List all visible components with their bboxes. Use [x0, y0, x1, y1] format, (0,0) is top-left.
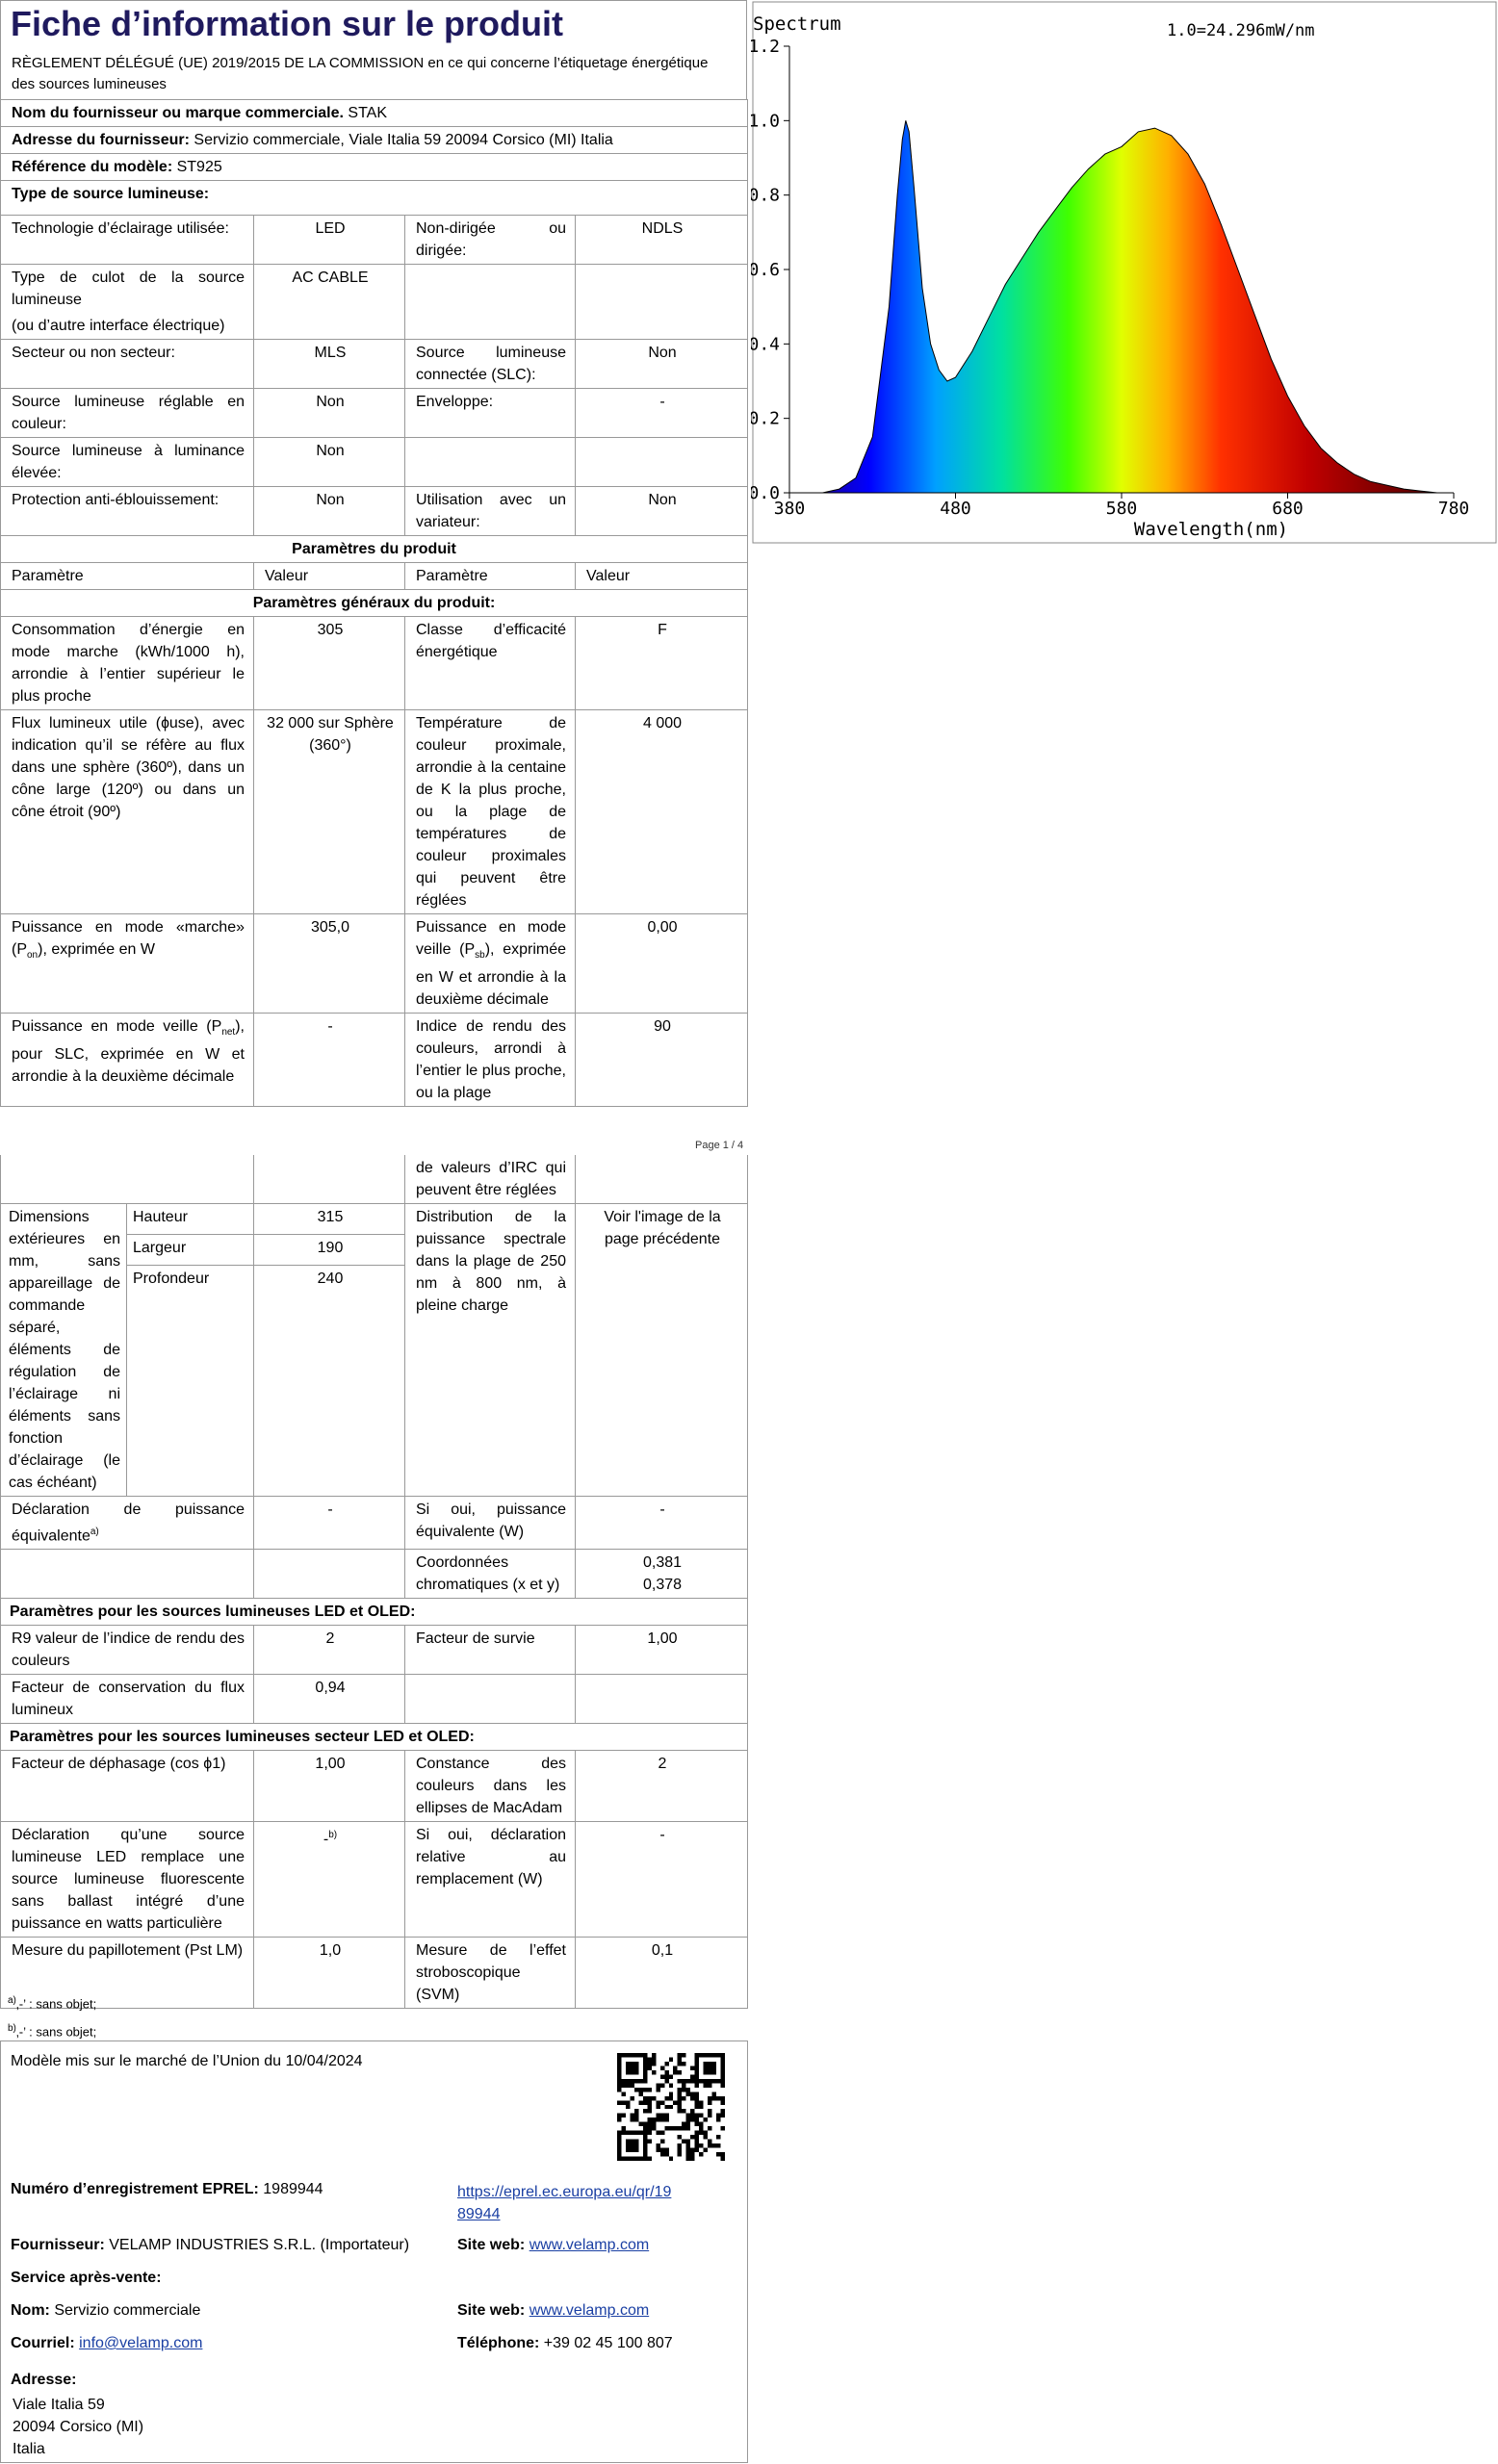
params-header: Paramètres du produit [1, 536, 748, 563]
table-row [1, 617, 748, 710]
table-row [1, 265, 748, 340]
table-row [1, 487, 748, 536]
spectrum-svg [751, 0, 1498, 545]
label-subscript: net [221, 1027, 236, 1039]
y-tick-label: 0.2 [751, 408, 780, 429]
x-tick-label: 680 [1272, 499, 1304, 519]
address-row [1, 127, 748, 154]
table-row [1, 1626, 748, 1675]
phone-label: Téléphone: [457, 2335, 540, 2351]
param-value: Non [254, 438, 405, 487]
param-value: 1,00 [576, 1626, 748, 1675]
market-date: Modèle mis sur le marché de l’Union du 10/04/2024 [11, 2053, 363, 2069]
param-label: Protection anti-éblouissement: [1, 487, 254, 536]
contact-name-row [11, 2302, 200, 2320]
param-label: Consommation d’énergie en mode marche (kWh/1000 h), arrondie à l’entier supérieur le plus proche [1, 617, 254, 710]
param-label: Déclaration qu’une source lumineuse LED remplace une source lumineuse fluorescente sans ballast intégré d’une puissance en watts particulière [1, 1822, 254, 1938]
empty-cell [576, 1155, 748, 1204]
lamp-cap-label: Type de culot de la source lumineuse [12, 270, 245, 308]
param-label: de valeurs d’IRC qui peuvent être réglées [405, 1155, 576, 1204]
param-value: 90 [576, 1014, 748, 1107]
label-subscript: on [27, 950, 39, 962]
address-value: Servizio commerciale, Viale Italia 59 20094 Corsico (MI) Italia [194, 132, 613, 148]
product-sheet-page1 [0, 0, 747, 1107]
column-header-row [1, 563, 748, 590]
eprel-link-block [457, 2181, 671, 2225]
param-label [405, 914, 576, 1014]
empty-cell [1, 1550, 254, 1599]
info-table [0, 99, 748, 1107]
dimension-label: Largeur [127, 1235, 254, 1266]
table-row [1, 1155, 748, 1204]
address-footer-lines [13, 2394, 143, 2460]
x-tick-label: 480 [940, 499, 971, 519]
param-label: Secteur ou non secteur: [1, 340, 254, 389]
param-label [1, 1014, 254, 1107]
address-footer-label: Adresse: [11, 2372, 77, 2388]
param-value: - [576, 389, 748, 438]
param-value: 305 [254, 617, 405, 710]
y-tick-label: 1.0 [751, 111, 780, 132]
site-row-1 [457, 2237, 649, 2254]
empty-cell [1, 1155, 254, 1204]
eprel-footer [0, 2040, 748, 2463]
address-line: Viale Italia 59 [13, 2397, 105, 2413]
contact-name-label: Nom: [11, 2302, 50, 2319]
param-value: 2 [576, 1751, 748, 1822]
site-link[interactable]: www.velamp.com [529, 2302, 650, 2319]
footnote-text: -’ : sans objet; [18, 1996, 97, 2012]
product-sheet-page2 [0, 1155, 747, 2012]
param-value: 0,94 [254, 1675, 405, 1724]
mains-header: Paramètres pour les sources lumineuses secteur LED et OLED: [1, 1724, 748, 1751]
param-value [254, 1822, 405, 1938]
label-part: ), exprimée en W et arrondie à la deuxième décimale [416, 941, 566, 1009]
email-label: Courriel: [11, 2335, 75, 2351]
lamp-cap-label-continued: (ou d’autre interface électrique) [12, 318, 225, 334]
qr-code-icon [617, 2053, 725, 2161]
label-part: ), pour SLC, exprimée en W et arrondie à la deuxième décimale [12, 1018, 245, 1086]
param-value: Non [576, 340, 748, 389]
footnote-ref: a) [90, 1527, 99, 1537]
address-label: Adresse du fournisseur: [12, 132, 190, 148]
footnote-mark: a) [8, 1995, 16, 2006]
param-value: Non [576, 487, 748, 536]
chroma-y: 0,378 [642, 1577, 683, 1594]
dimension-label: Profondeur [127, 1266, 254, 1497]
param-label: Source lumineuse à luminance élevée: [1, 438, 254, 487]
param-value: - [254, 1497, 405, 1550]
table-row [1, 340, 748, 389]
title-block [0, 0, 747, 99]
param-value: Non [254, 389, 405, 438]
eprel-label: Numéro d’enregistrement EPREL: [11, 2181, 259, 2197]
param-value: - [254, 1014, 405, 1107]
page-number: Page 1 / 4 [695, 1140, 744, 1151]
dimension-value: 240 [254, 1266, 405, 1497]
param-value: - [576, 1822, 748, 1938]
regulation-text: RÈGLEMENT DÉLÉGUÉ (UE) 2019/2015 DE LA COMMISSION en ce qui concerne l’étiquetage énergétique des sources lumineuses [12, 55, 709, 92]
spectrum-chart [751, 0, 1498, 545]
label-part: Puissance en mode veille (P [416, 919, 566, 958]
param-value: Voir l'image de la page précédente [576, 1204, 748, 1497]
param-label: Si oui, déclaration relative au remplacement (W) [405, 1822, 576, 1938]
param-label: R9 valeur de l’indice de rendu des couleurs [1, 1626, 254, 1675]
param-value: 1,00 [254, 1751, 405, 1822]
param-label: Mesure de l’effet stroboscopique (SVM) [405, 1938, 576, 2009]
footnote: $^{a)}$‚-’ : sans objet; [8, 1995, 97, 2012]
param-label: Si oui, puissance équivalente (W) [405, 1497, 576, 1550]
param-value: 0,1 [576, 1938, 748, 2009]
type-header: Type de source lumineuse: [1, 181, 748, 216]
supplier-footer-row [11, 2237, 409, 2254]
param-label: Utilisation avec un variateur: [405, 487, 576, 536]
continued-table [0, 1155, 748, 2012]
param-value: 32 000 sur Sphère (360°) [254, 710, 405, 914]
param-value: NDLS [576, 216, 748, 265]
label-part: ), exprimée en W [38, 941, 155, 958]
param-label: Constance des couleurs dans les ellipses de MacAdam [405, 1751, 576, 1822]
param-value: 2 [254, 1626, 405, 1675]
table-row [1, 1938, 748, 2009]
table-row [1, 216, 748, 265]
y-tick-label: 0.8 [751, 185, 780, 206]
email-row [11, 2335, 202, 2352]
param-value: Non [254, 487, 405, 536]
param-label [1, 265, 254, 340]
x-tick-label: 380 [773, 499, 806, 519]
model-label: Référence du modèle: [12, 159, 173, 175]
value-part: - [323, 1831, 329, 1848]
param-label: Source lumineuse connectée (SLC): [405, 340, 576, 389]
eprel-link-part2[interactable]: 89944 [457, 2206, 501, 2222]
supplier-label: Nom du fournisseur ou marque commerciale. [12, 105, 344, 121]
site-label: Site web: [457, 2302, 526, 2319]
supplier-footer-label: Fournisseur: [11, 2237, 105, 2253]
table-row [1, 1014, 748, 1107]
param-value: 4 000 [576, 710, 748, 914]
dimension-label: Hauteur [127, 1204, 254, 1235]
param-label: Indice de rendu des couleurs, arrondi à l’entier le plus proche, ou la plage [405, 1014, 576, 1107]
empty-cell [405, 265, 576, 340]
footnote-mark: b) [8, 2023, 16, 2035]
param-label: Source lumineuse réglable en couleur: [1, 389, 254, 438]
param-label [1, 1497, 254, 1550]
x-tick-label: 580 [1105, 499, 1138, 519]
empty-cell [405, 438, 576, 487]
param-label: Technologie d’éclairage utilisée: [1, 216, 254, 265]
service-label: Service après-vente: [11, 2270, 162, 2286]
chart-title: Spectrum [753, 13, 841, 35]
site-link[interactable]: www.velamp.com [529, 2237, 650, 2253]
y-tick-label: 0.0 [751, 483, 780, 503]
site-row-2 [457, 2302, 649, 2320]
column-header: Paramètre [1, 563, 254, 590]
eprel-link-part1[interactable]: https://eprel.ec.europa.eu/qr/19 [457, 2184, 672, 2200]
param-value: 305,0 [254, 914, 405, 1014]
footnote-text: -’ : sans objet; [18, 2024, 97, 2040]
param-label: Facteur de conservation du flux lumineux [1, 1675, 254, 1724]
table-row [1, 438, 748, 487]
empty-cell [254, 1155, 405, 1204]
chart-annotation: 1.0=24.296mW/nm [1167, 21, 1315, 40]
table-row [1, 1822, 748, 1938]
supplier-value: STAK [348, 105, 388, 121]
empty-cell [576, 438, 748, 487]
supplier-footer-value: VELAMP INDUSTRIES S.R.L. (Importateur) [109, 2237, 410, 2253]
chroma-x: 0,381 [642, 1554, 683, 1572]
table-row [1, 1675, 748, 1724]
param-value: AC CABLE [254, 265, 405, 340]
table-row [1, 1204, 748, 1235]
table-row [1, 1497, 748, 1550]
page-title: Fiche d’information sur le produit [11, 4, 564, 43]
label-part: Puissance en mode «marche» (P [12, 919, 245, 958]
dimension-value: 190 [254, 1235, 405, 1266]
y-tick-label: 0.4 [751, 334, 780, 355]
phone-value: +39 02 45 100 807 [543, 2335, 673, 2351]
param-value: LED [254, 216, 405, 265]
address-line: Italia [13, 2441, 45, 2457]
column-header: Paramètre [405, 563, 576, 590]
param-label [1, 914, 254, 1014]
param-label: Flux lumineux utile (ɸuse), avec indication qu’il se réfère au flux dans une sphère (360º), dans un cône large (120º) ou dans un cône étroit (90º) [1, 710, 254, 914]
qr-code-graphic [617, 2053, 725, 2161]
param-label: Température de couleur proximale, arrondie à la centaine de K la plus proche, ou la plage de températures de couleur proximales qui peuvent être réglées [405, 710, 576, 914]
eprel-link[interactable] [457, 2184, 671, 2222]
empty-cell [405, 1675, 576, 1724]
footnotes [8, 1989, 96, 2045]
email-link[interactable]: info@velamp.com [79, 2335, 203, 2351]
general-header: Paramètres généraux du produit: [1, 590, 748, 617]
address-line: 20094 Corsico (MI) [13, 2419, 144, 2435]
label-subscript: sb [475, 950, 485, 962]
contact-name-value: Servizio commerciale [54, 2302, 201, 2319]
empty-cell [576, 265, 748, 340]
label-part: Déclaration de puissance équivalente [12, 1502, 245, 1545]
site-label: Site web: [457, 2237, 526, 2253]
x-axis-label: Wavelength(nm) [1133, 519, 1289, 540]
empty-cell [254, 1550, 405, 1599]
y-tick-label: 1.2 [751, 37, 780, 57]
param-label: Distribution de la puissance spectrale dans la plage de 250 nm à 800 nm, à pleine charge [405, 1204, 576, 1497]
footnote: $^{b)}$‚-’ : sans objet; [8, 2023, 97, 2040]
eprel-row [11, 2181, 323, 2198]
param-label: Enveloppe: [405, 389, 576, 438]
table-row [1, 1751, 748, 1822]
param-label: Mesure du papillotement (Pst LM) [1, 1938, 254, 2009]
y-tick-label: 0.6 [751, 260, 780, 280]
param-label: Facteur de survie [405, 1626, 576, 1675]
param-label: Classe d’efficacité énergétique [405, 617, 576, 710]
x-tick-label: 780 [1437, 499, 1470, 519]
param-value: MLS [254, 340, 405, 389]
table-row [1, 710, 748, 914]
dimension-value: 315 [254, 1204, 405, 1235]
param-label: Non-dirigée ou dirigée: [405, 216, 576, 265]
param-label: Coordonnées chromatiques (x et y) [405, 1550, 576, 1599]
table-row [1, 389, 748, 438]
model-row [1, 154, 748, 181]
column-header: Valeur [254, 563, 405, 590]
column-header: Valeur [576, 563, 748, 590]
led-header: Paramètres pour les sources lumineuses LED et OLED: [1, 1599, 748, 1626]
model-value: ST925 [176, 159, 222, 175]
param-value: 1,0 [254, 1938, 405, 2009]
supplier-row [1, 100, 748, 127]
footnote-ref: b) [328, 1830, 338, 1841]
param-label: Facteur de déphasage (cos ϕ1) [1, 1751, 254, 1822]
table-row [1, 1550, 748, 1599]
table-row [1, 914, 748, 1014]
param-value: F [576, 617, 748, 710]
param-value: 0,00 [576, 914, 748, 1014]
empty-cell [576, 1675, 748, 1724]
phone-row [457, 2335, 673, 2352]
label-part: Puissance en mode veille (P [12, 1018, 222, 1036]
eprel-value: 1989944 [263, 2181, 323, 2197]
dimensions-label: Dimensions extérieures en mm, sans appareillage de commande séparé, éléments de régulation de l’éclairage ni éléments sans fonction d’éclairage (le cas échéant) [1, 1204, 127, 1497]
param-value: - [576, 1497, 748, 1550]
param-value [576, 1550, 748, 1599]
